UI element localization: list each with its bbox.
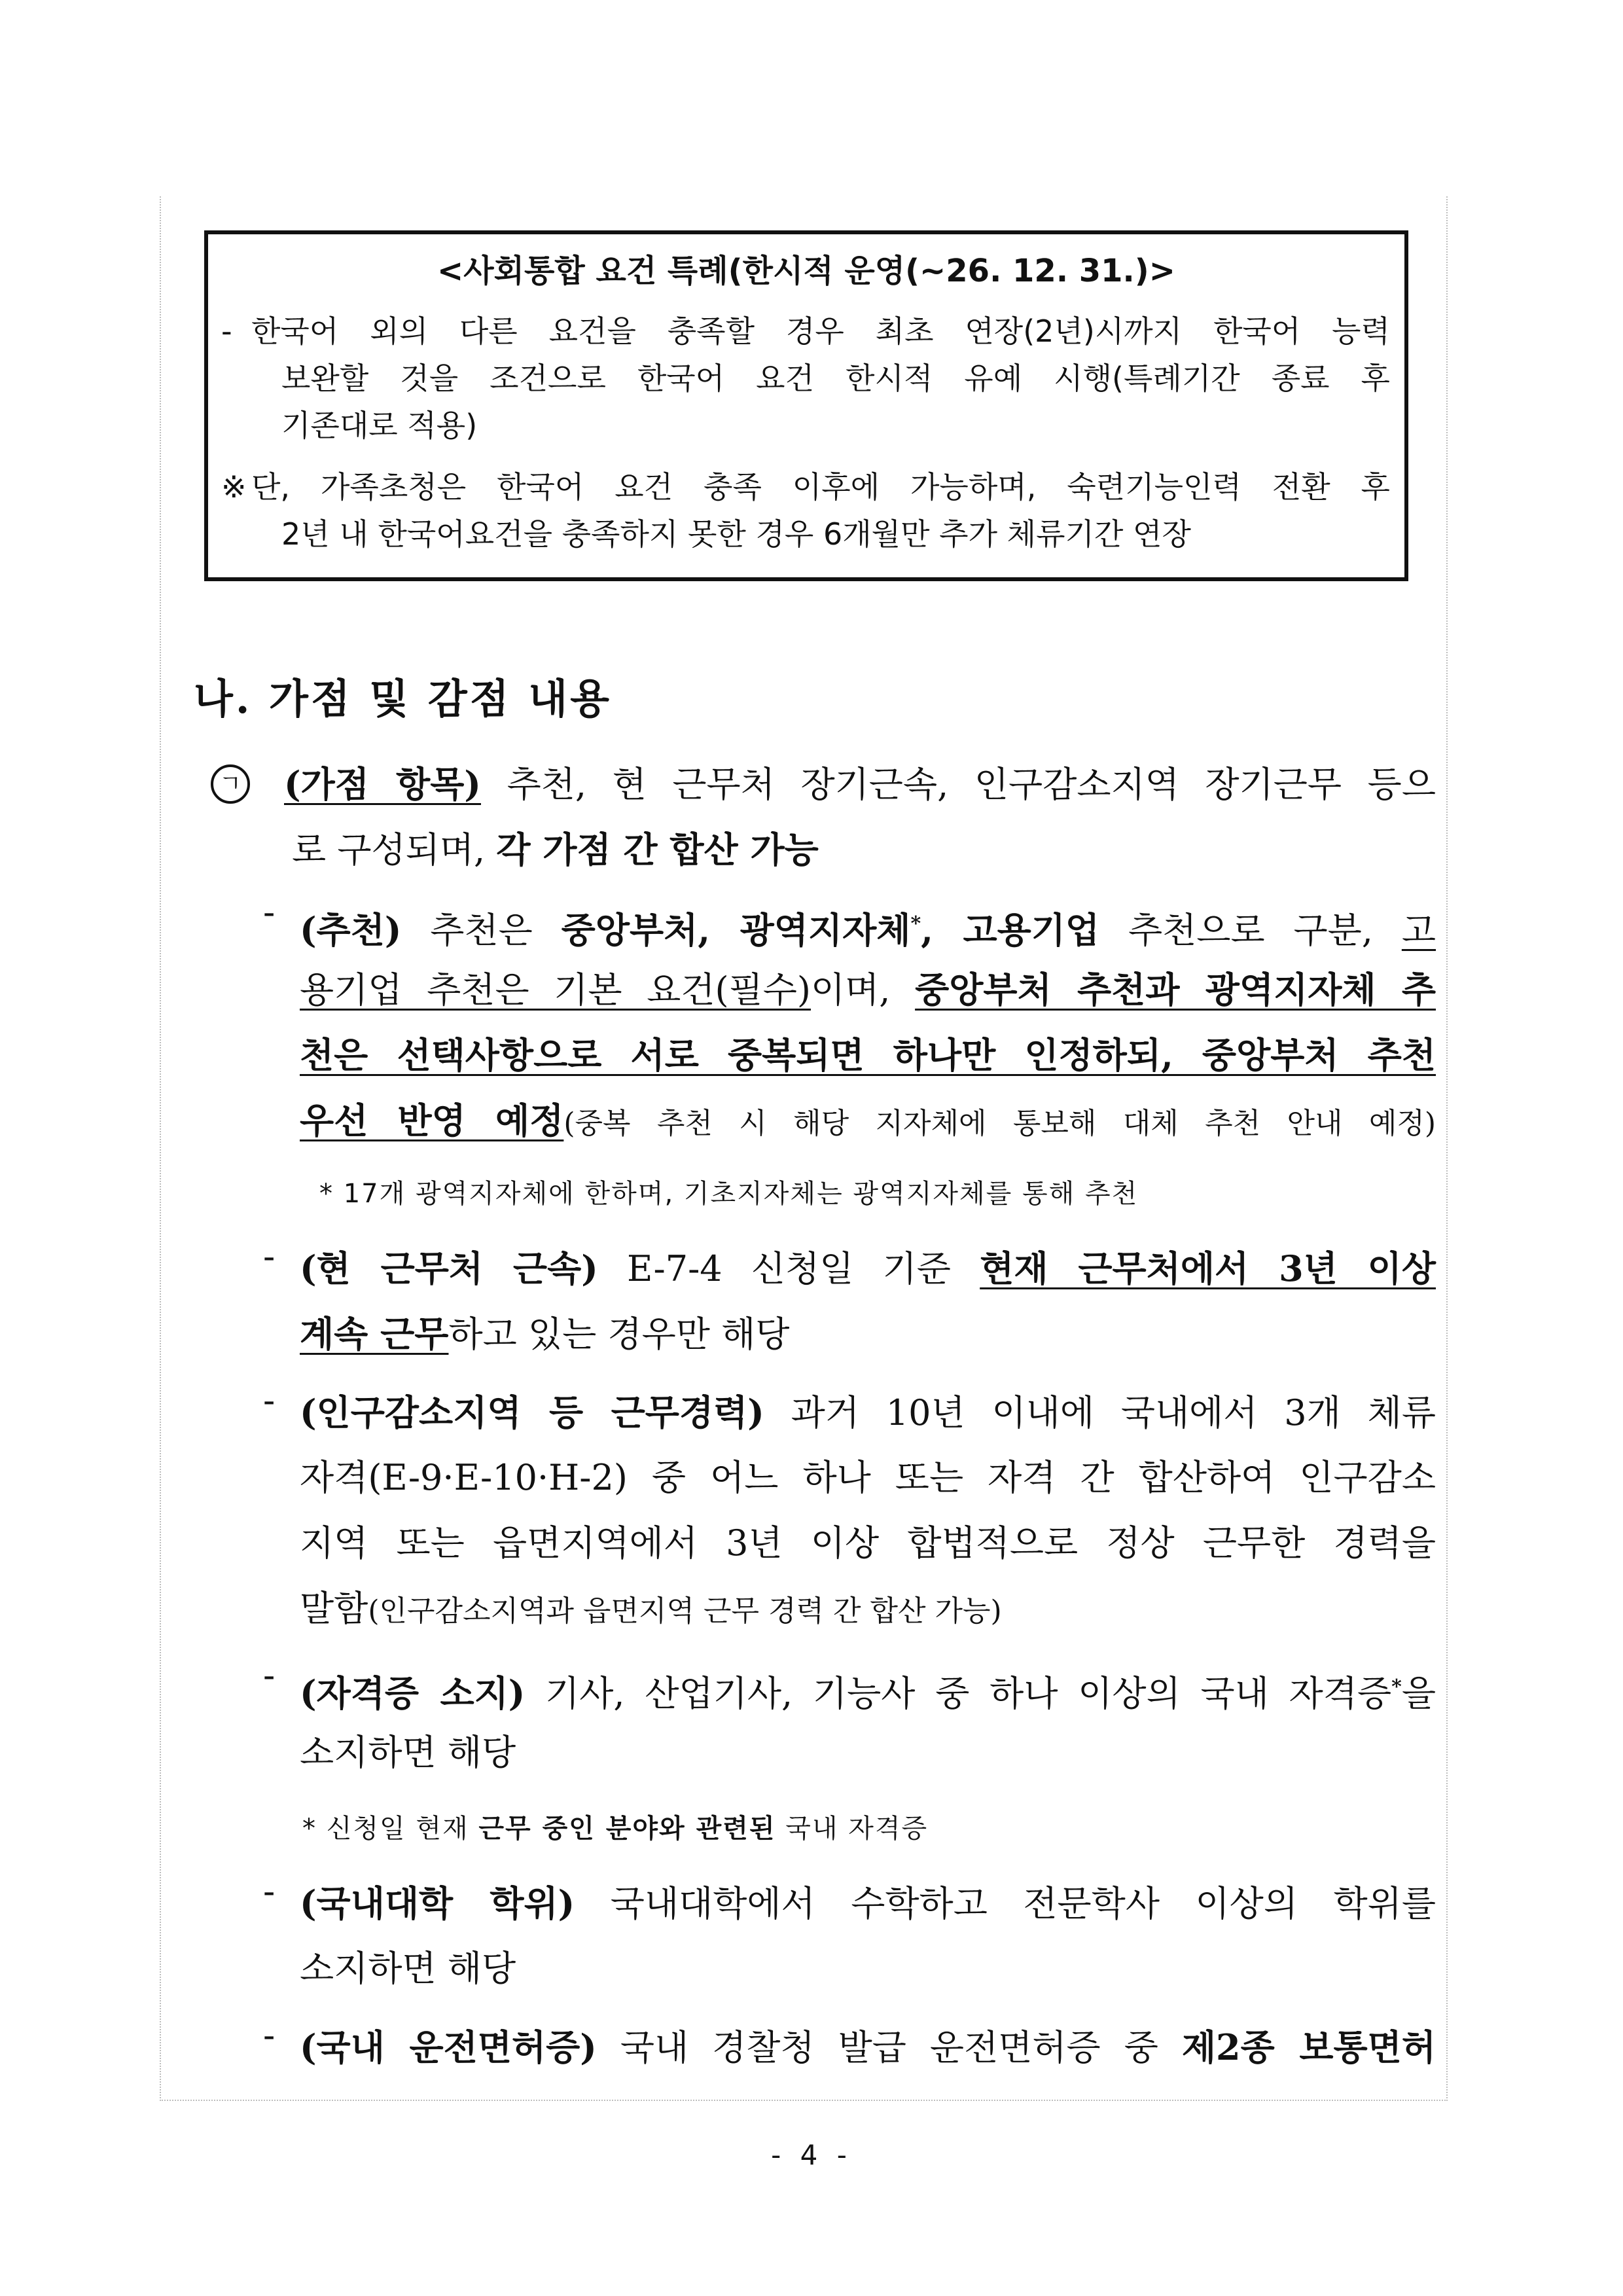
tenure-line-2: [300, 1301, 1436, 1367]
text-span: 을: [1401, 1673, 1436, 1714]
region-head: (인구감소지역 등 근무경력): [300, 1391, 764, 1433]
degree-line-1: [300, 1871, 1436, 1937]
text-span: 국내 경찰청 발급 운전면허증 중: [596, 2027, 1182, 2068]
text-span: 우선 반영 예정: [300, 1100, 564, 1141]
bonus-head: (가점 항목): [284, 763, 481, 805]
region-line-3: 지역 또는 읍면지역에서 3년 이상 합법적으로 정상 근무한 경력을: [300, 1522, 1436, 1564]
driver-line-1: [300, 2015, 1436, 2081]
dash-marker: -: [263, 1871, 276, 1912]
notice-line: 단, 가족초청은 한국어 요건 충족 이후에 가능하며, 숙련기능인력 전환 후: [251, 469, 1390, 505]
text-span: 중앙부처, 광역지자체: [561, 909, 911, 951]
dash-marker: -: [263, 1236, 276, 1277]
text-span: 추천, 현 근무처 장기근속, 인구감소지역 장기근무 등으: [480, 764, 1436, 805]
region-line-2: 자격(E-9·E-10·H-2) 중 어느 하나 또는 자격 간 합산하여 인구감소: [300, 1457, 1436, 1498]
recommend-footnote: * 17개 광역지자체에 한하며, 기초지자체는 광역지자체를 통해 추천: [319, 1179, 1139, 1209]
notice-box: [204, 230, 1408, 581]
tenure-head: (현 근무처 근속): [300, 1247, 598, 1289]
license-line-2: 소지하면 해당: [300, 1732, 516, 1773]
text-span: 각 가점 간 합산 가능: [496, 829, 819, 870]
text-span: 국내 자격증: [776, 1814, 929, 1844]
section-title: 나. 가점 및 감점 내용: [194, 675, 613, 723]
footnote-mark: *: [910, 912, 921, 935]
dash-marker: -: [263, 2015, 276, 2056]
bonus-line-2: [292, 817, 1436, 883]
reference-mark: ※: [221, 469, 247, 505]
text-span: 계속 근무: [300, 1313, 449, 1355]
page-number: - 4 -: [771, 2139, 852, 2171]
text-span: 현재 근무처에서 3년 이상: [980, 1247, 1436, 1289]
recommend-line-2: [300, 957, 1436, 1023]
text-span: ,: [921, 909, 963, 951]
recommend-line-1: [300, 891, 1436, 963]
license-footnote: [302, 1808, 928, 1845]
text-span: 말함: [300, 1588, 368, 1629]
text-span: * 신청일 현재: [302, 1814, 479, 1844]
recommend-line-4: [300, 1088, 1436, 1157]
tenure-line-1: [300, 1236, 1436, 1302]
region-line-4: [300, 1576, 1436, 1644]
notice-item-language-exception: [221, 308, 1390, 449]
degree-line-2: 소지하면 해당: [300, 1948, 516, 1989]
text-span: 과거 10년 이내에 국내에서 3개 체류: [764, 1392, 1436, 1433]
footnote-mark: *: [1391, 1676, 1402, 1698]
text-span: (중복 추천 시 해당 지자체에 통보해 대체 추천 안내 예정): [563, 1107, 1436, 1140]
degree-head: (국내대학 학위): [300, 1882, 575, 1924]
notice-line: 보완할 것을 조건으로 한국어 요건 한시적 유예 시행(특례기간 종료 후: [281, 361, 1390, 396]
text-span: 중앙부처 추천과 광역지자체 추: [915, 969, 1436, 1011]
dash-marker: -: [221, 314, 232, 349]
notice-line: 기존대로 적용): [281, 408, 478, 443]
driver-head: (국내 운전면허증): [300, 2026, 597, 2068]
notice-line: 2년 내 한국어요건을 충족하지 못한 경우 6개월만 추가 체류기간 연장: [281, 516, 1191, 552]
text-span: 하고 있는 경우만 해당: [448, 1314, 790, 1355]
text-span: 국내대학에서 수학하고 전문학사 이상의 학위를: [575, 1883, 1436, 1924]
text-span: (인구감소지역과 읍면지역 근무 경력 간 합산 가능): [368, 1594, 1002, 1628]
text-span: E-7-4 신청일 기준: [597, 1248, 980, 1289]
dash-marker: -: [263, 1380, 276, 1421]
text-span: 근무 중인 분야와 관련된: [478, 1814, 776, 1844]
circled-marker: ㄱ: [211, 764, 250, 804]
text-span: 기사, 산업기사, 기능사 중 하나 이상의 국내 자격증: [525, 1673, 1392, 1714]
dash-marker: -: [263, 1655, 276, 1696]
dash-marker: -: [263, 891, 276, 933]
text-span: 용기업 추천은 기본 요건(필수): [300, 969, 811, 1011]
text-span: 고: [1401, 910, 1436, 951]
text-span: 추천은: [401, 910, 562, 951]
recommend-head: (추천): [300, 909, 402, 951]
bonus-line-1: [284, 751, 1436, 817]
notice-line: 한국어 외의 다른 요건을 충족할 경우 최초 연장(2년)시까지 한국어 능력: [251, 314, 1390, 349]
recommend-line-3: [300, 1022, 1436, 1088]
notice-title: <사회통합 요건 특례(한시적 운영(~26. 12. 31.)>: [437, 253, 1175, 289]
text-span: 로 구성되며,: [292, 829, 497, 870]
license-line-1: [300, 1655, 1436, 1727]
text-span: 고용기업: [963, 909, 1100, 951]
notice-item-family-note: [221, 463, 1390, 558]
text-span: 이며,: [810, 969, 916, 1011]
region-line-1: [300, 1380, 1436, 1446]
text-span: 제2종 보통면허: [1181, 2026, 1436, 2068]
text-span: 천은 선택사항으로 서로 중복되면 하나만 인정하되, 중앙부처 추천: [300, 1034, 1436, 1076]
license-head: (자격증 소지): [300, 1672, 526, 1714]
text-span: 추천으로 구분,: [1099, 910, 1402, 951]
